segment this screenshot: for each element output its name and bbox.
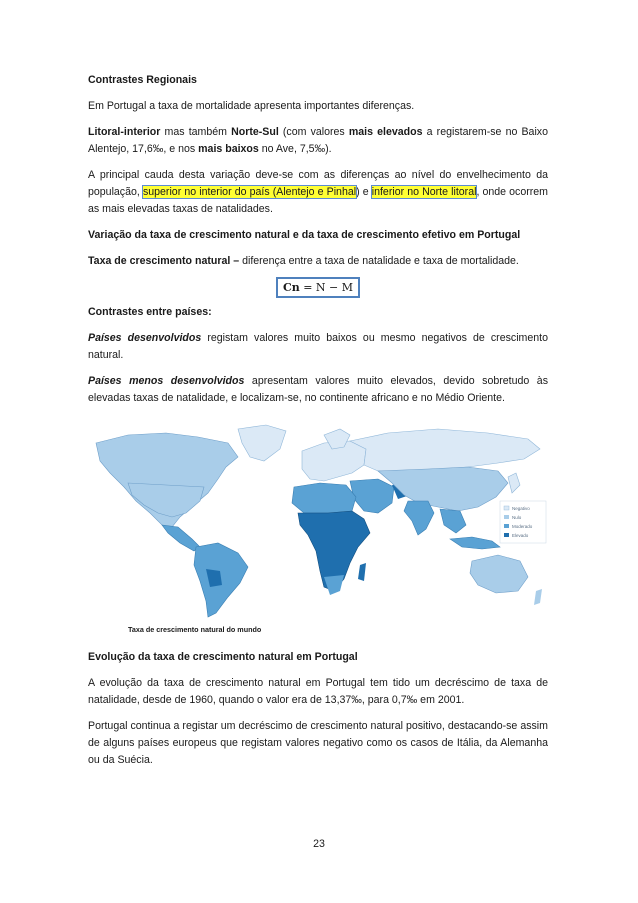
less-developed-term: Países menos desenvolvidos [88, 375, 245, 387]
highlight-norte-litoral: inferior no Norte litoral [371, 186, 477, 198]
legend-label-negativo: Negativo [512, 506, 530, 511]
evolution-title: Evolução da taxa de crescimento natural em Portugal [88, 651, 358, 663]
formula-rhs: = N − M [299, 281, 354, 294]
litoral-text-2: (com valores [278, 126, 349, 138]
cause-text-1: A principal cauda desta variação deve-se com as diferenças ao nível do envelhecimento da população, [88, 169, 548, 198]
legend-label-moderado: Moderado [512, 524, 533, 529]
north-africa-shape [292, 483, 356, 513]
page-content [88, 72, 548, 778]
legend-label-nulo: Nulo [512, 515, 522, 520]
cause-text-2: ) e [356, 186, 372, 198]
norte-sul-term: Norte-Sul [231, 126, 279, 138]
map-caption: Taxa de crescimento natural do mundo [128, 625, 262, 634]
litoral-text-1: mas também [160, 126, 232, 138]
map-legend [500, 501, 546, 543]
cause-text-3: , onde ocorrem as mais elevadas taxas de natalidades. [88, 186, 549, 215]
developed-paragraph [88, 330, 548, 364]
formula-lhs: Cn [282, 281, 300, 294]
regional-intro: Em Portugal a taxa de mortalidade apresenta importantes diferenças. [88, 100, 415, 112]
definition-paragraph [88, 253, 548, 270]
definition-text: diferença entre a taxa de natalidade e taxa de mortalidade. [239, 255, 519, 267]
mais-baixos-term: mais baixos [198, 143, 259, 155]
legend-swatch-nulo [504, 515, 509, 519]
less-developed-paragraph [88, 373, 548, 407]
legend-swatch-elevado [504, 533, 509, 537]
legend-label-elevado: Elevado [512, 533, 529, 538]
evolution-paragraph-1: A evolução da taxa de crescimento natural em Portugal tem tido um decréscimo de taxa de natalidade, desde de 1960, quando o valor era de 13,37‰, para 0,7‰ em 2001. [88, 677, 548, 706]
litoral-text-4: no Ave, 7,5‰). [258, 143, 332, 155]
countries-title: Contrastes entre países: [88, 306, 212, 318]
legend-swatch-moderado [504, 524, 509, 528]
evolution-paragraph-2: Portugal continua a registar um decréscimo de crescimento natural positivo, destacando-se assim de alguns países europeus que registam valores negativo como os casos de Itália, da Alemanha ou da Suécia. [88, 720, 548, 766]
definition-term: Taxa de crescimento natural – [88, 255, 240, 267]
page-number: 23 [313, 838, 325, 850]
world-map-svg [88, 421, 548, 621]
formula-box [276, 277, 360, 298]
litoral-text-3: a registarem-se no Baixo Alentejo, 17,6‰, e nos [88, 126, 548, 155]
world-map [88, 421, 548, 621]
developed-text: registam valores muito baixos ou mesmo negativos de crescimento natural. [88, 332, 548, 361]
litoral-paragraph [88, 124, 548, 158]
cause-paragraph [88, 167, 548, 218]
less-developed-text: apresentam valores muito elevados, devido sobretudo às elevadas taxas de natalidade, e localizam-se, no continente africano e no Médio Oriente. [88, 375, 548, 404]
variation-title: Variação da taxa de crescimento natural e da taxa de crescimento efetivo em Portugal [88, 229, 521, 241]
developed-term: Países desenvolvidos [88, 332, 202, 344]
litoral-term: Litoral-interior [88, 126, 161, 138]
regional-title: Contrastes Regionais [88, 74, 197, 86]
legend-swatch-negativo [504, 506, 509, 510]
formula-wrap [88, 277, 548, 298]
highlight-interior: superior no interior do país (Alentejo e Pinhal [142, 186, 357, 198]
mais-elevados-term: mais elevados [348, 126, 423, 138]
